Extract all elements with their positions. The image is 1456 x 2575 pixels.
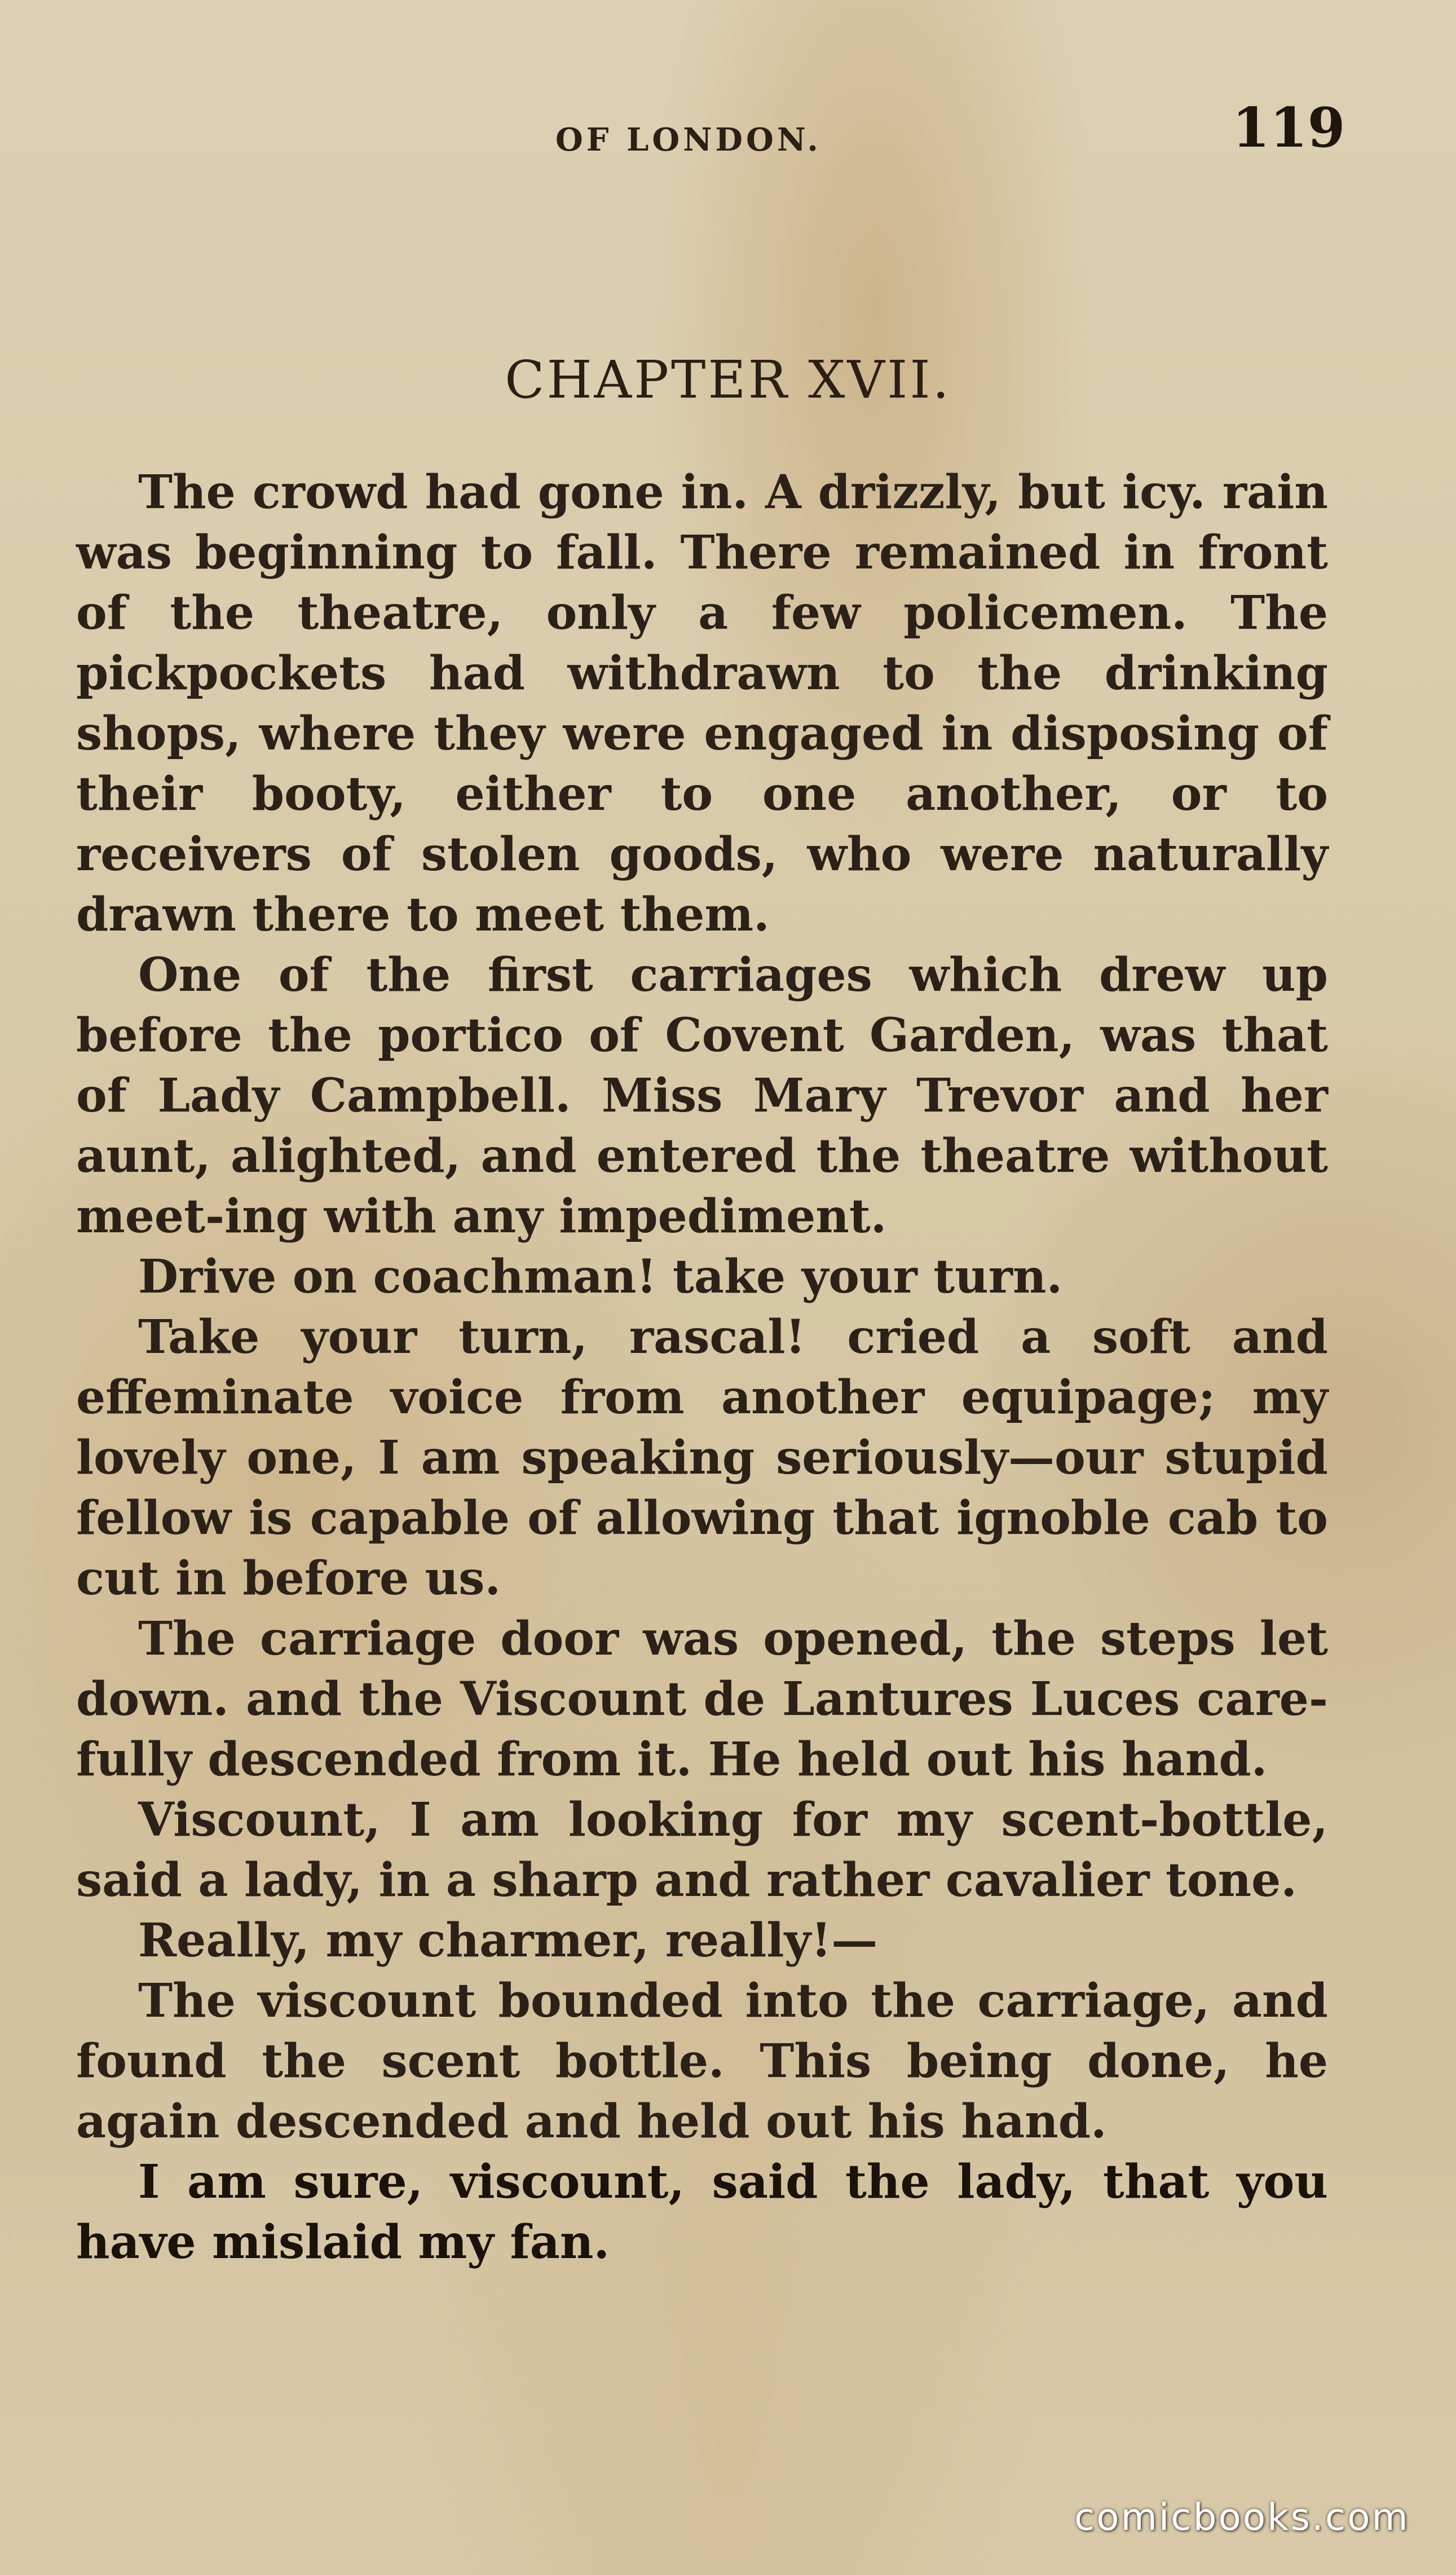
paragraph: The viscount bounded into the carriage, and found the scent bottle. This being done, he again descended and held out his hand.: [76, 1974, 1328, 2149]
paragraph: Take your turn, rascal! cried a soft and effeminate voice from another equipage; my lovely one, I am speaking seriously—our stupid fellow is capable of allowing that ignoble cab to cut in before us.: [76, 1310, 1328, 1606]
watermark: comicbooks.com: [1074, 2495, 1410, 2539]
paragraph: The carriage door was opened, the steps let down. and the Viscount de Lantures Luces care-fully descended from it. He held out his hand.: [76, 1612, 1328, 1787]
page-number: 119: [1232, 96, 1345, 160]
running-head: OF LONDON.: [555, 121, 822, 158]
paragraph: Drive on coachman! take your turn.: [138, 1250, 1063, 1304]
paragraph: I am sure, viscount, said the lady, that you have mislaid my fan.: [76, 2155, 1328, 2269]
paragraph: The crowd had gone in. A drizzly, but icy. rain was beginning to fall. There remained in front of the theatre, only a few policemen. The pickpockets had withdrawn to the drinking shops, where they were engaged in disposing of their booty, either to one another, or to receivers of stolen goods, who were naturally drawn there to meet them.: [76, 465, 1328, 942]
paragraph: One of the first carriages which drew up before the portico of Covent Garden, was that of Lady Campbell. Miss Mary Trevor and her aunt, alighted, and entered the theatre without meet-ing with any impediment.: [76, 948, 1328, 1244]
paragraph: Viscount, I am looking for my scent-bottle, said a lady, in a sharp and rather cavalier tone.: [76, 1793, 1328, 1907]
paragraph: Really, my charmer, really!—: [138, 1913, 878, 1968]
body-text: [76, 462, 1328, 2273]
chapter-title: CHAPTER XVII.: [505, 350, 951, 410]
